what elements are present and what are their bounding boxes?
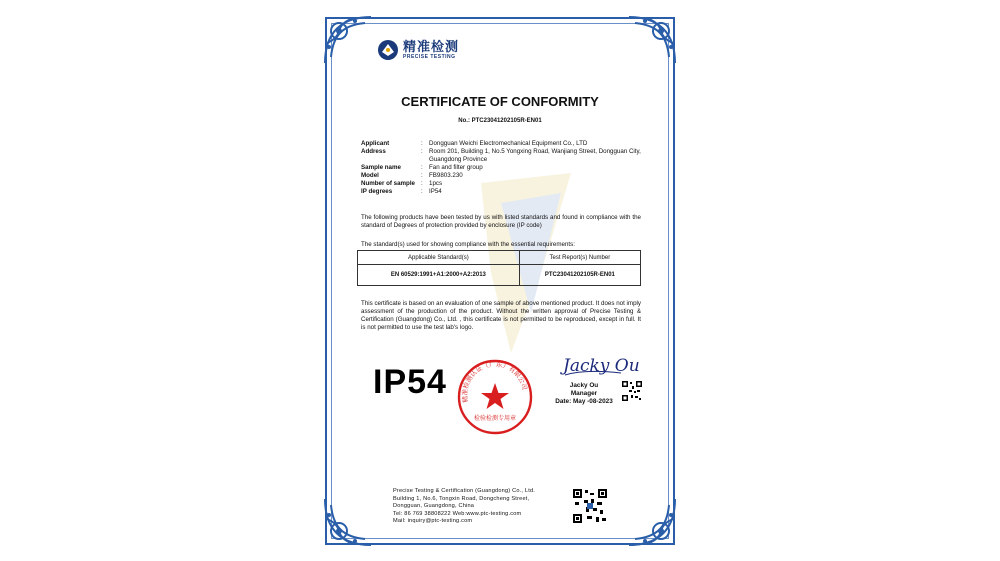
footer-line: Dongguan, Guangdong, China [393,503,475,510]
company-seal [456,358,534,436]
ip-rating-large: IP54 [373,363,447,401]
logo-mark-icon [377,39,399,61]
footer-line: Precise Testing & Certification (Guangdong) Co., Ltd. [393,488,536,494]
standards-table [357,250,641,286]
compliance-statement: The following products have been tested by us with listed standards and found in compliance with the standard of Degrees of protection provided by enclosure (IP code) [361,214,641,229]
certificate-title: CERTIFICATE OF CONFORMITY [401,94,599,109]
logo-english-name: PRECISE TESTING [403,54,456,60]
field-number-of-sample: Number of sample : 1pcs [361,180,443,187]
company-logo [377,39,459,61]
table-row [358,265,641,286]
table-cell: PTC23041202105R-EN01 [519,265,640,286]
field-sample-name: Sample name : Fan and filter group [361,164,483,171]
field-model: Model : FB9803.230 [361,172,463,179]
standards-intro: The standard(s) used for showing compliance with the essential requirements: [361,241,575,248]
corner-ornament-top-right [625,13,679,67]
table-header-row [358,251,641,265]
svg-text:精准检测认证（广东）有限公司: 精准检测认证（广东）有限公司 [460,360,529,404]
table-header: Applicable Standard(s) [358,251,520,265]
footer-line: Tel: 86 769 38808222 Web:www.ptc-testing.com [393,510,522,517]
svg-text:Jacky Ou: Jacky Ou [563,356,640,376]
field-ip-degrees: IP degrees : IP54 [361,188,442,195]
signatory-block [539,382,629,406]
product-fields [361,140,641,196]
certificate-page [321,13,679,549]
table-cell: EN 60529:1991+A1:2000+A2:2013 [358,265,520,286]
footer-contact [393,488,535,526]
certificate-number: No.: PTC23041202105R-EN01 [458,118,542,124]
signature-date: Date: May -08-2023 [555,398,613,405]
qr-code-icon [621,380,643,402]
corner-ornament-top-left [321,13,375,67]
signature-image [561,347,640,381]
footer-line: Building 1, No.6, Tongxin Road, Dongcheng Street, [393,495,530,502]
field-address: Address : Room 201, Building 1, No.5 Yongxing Road, Wanjiang Street, Dongguan City, Guangdong Province [361,148,641,163]
table-header: Test Report(s) Number [519,251,640,265]
field-applicant: Applicant : Dongguan Weichi Electromechanical Equipment Co., LTD [361,140,588,147]
footer-qr-code-icon [572,488,608,524]
corner-ornament-bottom-right [625,495,679,549]
signatory-name: Jacky Ou [569,382,599,389]
footer-line: Mail: inquiry@ptc-testing.com [393,518,473,525]
svg-text:检验检测专用章: 检验检测专用章 [473,415,517,422]
logo-chinese-name: 精准检测 [403,39,460,54]
corner-ornament-bottom-left [321,495,375,549]
disclaimer-text: This certificate is based on an evaluation of one sample of above mentioned product. It does not imply assessment of the production of the product. Without the written approval of Precise Testing & Certification (Guangdong) Co., Ltd. , this certificate is not permitted to be reproduced, except in full. It is not permitted to use the test lab's logo. [361,300,641,331]
signatory-role: Manager [570,390,598,397]
